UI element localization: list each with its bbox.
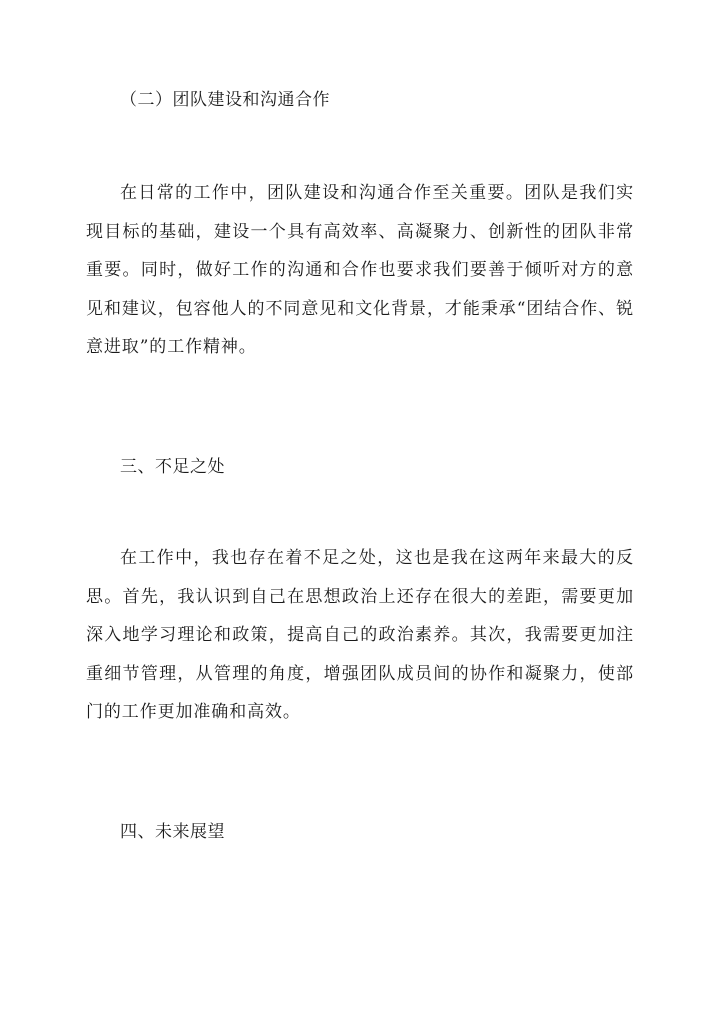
- paragraph-shortcomings: 在工作中，我也存在着不足之处，这也是我在这两年来最大的反思。首先，我认识到自己在思想政治上还存在很大的差距，需要更加深入地学习理论和政策，提高自己的政治素养。其次，我需要更加注重细节管理，从管理的角度，增强团队成员间的协作和凝聚力，使部门的工作更加准确和高效。: [86, 548, 634, 722]
- section-heading-shortcomings: 三、不足之处: [120, 457, 225, 477]
- section-heading-team-communication: （二）团队建设和沟通合作: [120, 90, 330, 110]
- section-heading-future-outlook: 四、未来展望: [120, 822, 225, 842]
- paragraph-team-communication: 在日常的工作中，团队建设和沟通合作至关重要。团队是我们实现目标的基础，建设一个具有高效率、高凝聚力、创新性的团队非常重要。同时，做好工作的沟通和合作也要求我们要善于倾听对方的意见和建议，包容他人的不同意见和文化背景，才能秉承“团结合作、锐意进取”的工作精神。: [86, 183, 634, 357]
